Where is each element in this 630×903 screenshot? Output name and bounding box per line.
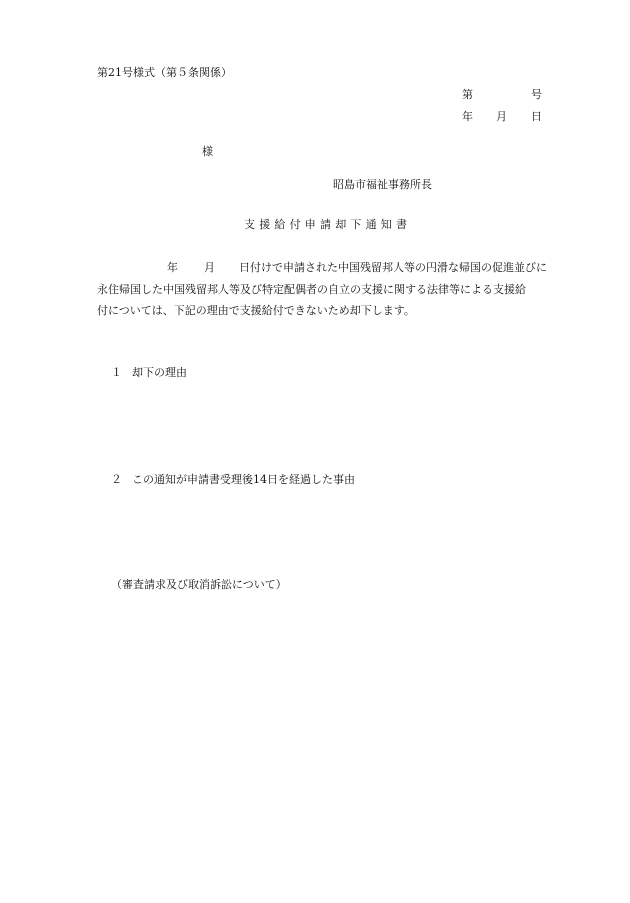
body-year-label: 年 (167, 261, 178, 274)
document-title: 支援給付申請却下通知書 (244, 218, 412, 231)
date-month-label: 月 (496, 110, 507, 123)
section-2-label: この通知が申請書受理後14日を経過した事由 (132, 473, 355, 486)
body-line-3: 付については、下記の理由で支援給付できないため却下します。 (97, 304, 415, 317)
section-2-number: ２ (111, 473, 122, 486)
body-line-1: 日付けで申請された中国残留邦人等の円滑な帰国の促進並びに (239, 261, 547, 274)
addressee-suffix: 様 (202, 145, 213, 158)
date-day-label: 日 (531, 110, 542, 123)
date-year-label: 年 (462, 110, 473, 123)
issuer-name: 昭島市福祉事務所長 (333, 178, 432, 191)
appeal-note: （審査請求及び取消訴訟について） (111, 578, 287, 591)
section-1-number: １ (111, 366, 122, 379)
body-month-label: 月 (204, 261, 215, 274)
form-id: 第21号様式（第５条関係） (97, 66, 232, 79)
body-line-2: 永住帰国した中国残留邦人等及び特定配偶者の自立の支援に関する法律等による支援給 (97, 283, 526, 296)
section-1-label: 却下の理由 (132, 366, 187, 379)
doc-number-suffix: 号 (531, 88, 542, 101)
doc-number-prefix: 第 (462, 88, 473, 101)
